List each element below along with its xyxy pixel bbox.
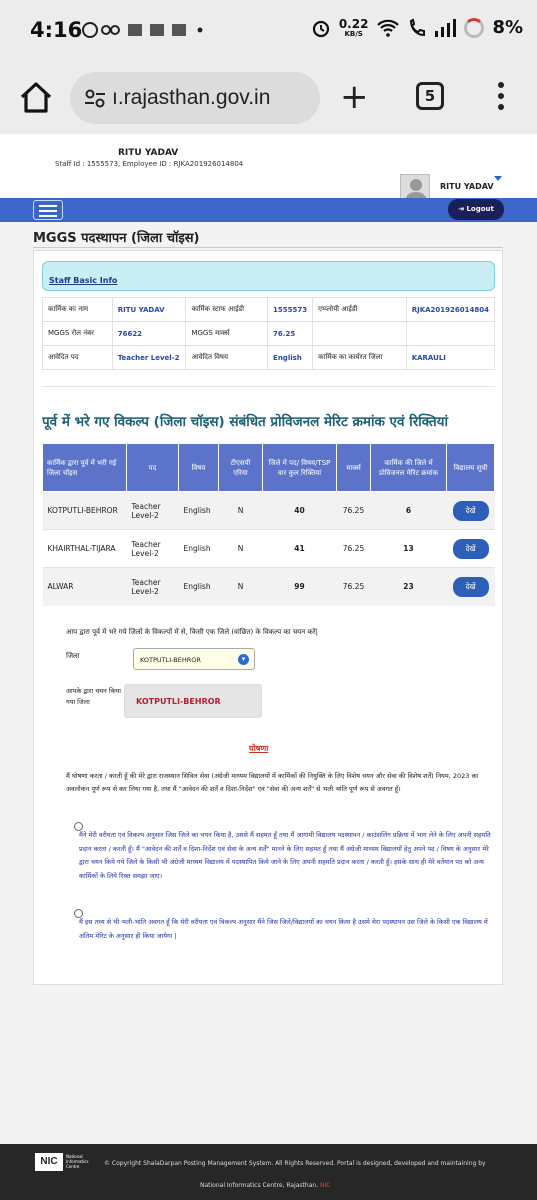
browser-toolbar — [0, 62, 537, 134]
url-text: ı.rajasthan.gov.in — [112, 86, 271, 109]
cell-marks: 76.25 — [337, 530, 371, 568]
cell-subject: English — [179, 492, 219, 530]
header-user-name: RITU YADAV — [118, 148, 179, 158]
info-row — [43, 346, 495, 370]
consent-option-1-text: मैंने मेरी वरीयता एवं विकल्प अनुसार जिस जिले का चयन किया है, उससे मैं सहमत हूँ तथा मैं आगामी विद्यालय पदस्थापन / काउंसलिंग प्रक्रिया में भाग लेने के लिए अपनी सहमति प्रदान करता / करती हूँ। मैं "आवेदन की शर्तें व दिशा-निर्देश एवं सेवा के अन्य शर्तें" मानने के लिए सहमत हूँ तथा मैं अंग्रेजी माध्यम विद्यालयों हेतु अपने पद / विषय के अनुसार मेरे द्वारा चयन किये गये जिले के किसी भी अंग्रेजी माध्यम विद्यालय में पदस्थापित किये जाने के लिए अपनी सहमति प्रदान करता / करती हूँ। इसके साथ ही मेरे वर्तमान पद को अन्य कार्मिकों के लिये रिक्त समझा जाए। — [79, 831, 491, 880]
info-value: Teacher Level-2 — [112, 346, 186, 370]
info-value: KARAULI — [406, 346, 494, 370]
status-right — [311, 17, 523, 38]
district-select[interactable] — [133, 648, 255, 670]
chevron-down-icon: ▾ — [238, 654, 249, 665]
merit-section-title: पूर्व में भरे गए विकल्प (जिला चॉइस) संबंधित प्रोविजनल मेरिट क्रमांक एवं रिक्तियां — [42, 414, 448, 430]
navbar — [0, 198, 537, 222]
declaration-text: मैं घोषणा करता / करती हूँ की मेरे द्वारा राजस्थान सिविल सेवा (अंग्रेजी माध्यम विद्यालयों में कार्मिकों की नियुक्ति के लिए विशेष चयन और सेवा की विशेष शर्तें) नियम, 2023 का अवलोकन पूर्ण रूप से कर लिया गया है, तथा मैं "आवेदन की शर्तें व दिशा-निर्देश" एवं "सेवा की अन्य शर्तें" से भली भांति पूर्ण रूप से अवगत हूँ। — [66, 772, 479, 793]
section-divider — [42, 386, 495, 387]
info-label: कार्मिक का नाम — [43, 298, 113, 322]
status-bar — [0, 0, 537, 62]
cell-marks: 76.25 — [337, 492, 371, 530]
logout-label: Logout — [466, 205, 494, 213]
info-label: कार्मिक स्टाफ आईडी — [186, 298, 268, 322]
chosen-district-value: KOTPUTLI-BEHROR — [136, 697, 221, 706]
profile-name[interactable]: RITU YADAV — [440, 182, 494, 191]
view-schools-button[interactable]: देखें — [453, 539, 489, 559]
column-header: कार्मिक की जिले में प्रोविजनल मेरिट क्रमांक — [371, 444, 447, 492]
new-tab-button[interactable]: + — [340, 77, 369, 117]
footer — [0, 1144, 537, 1200]
cell-vacancies: 99 — [263, 568, 337, 606]
info-label: एम्प्लोयी आईडी — [313, 298, 407, 322]
tab-switcher-button[interactable]: 5 — [416, 82, 444, 110]
info-value: 1555573 — [268, 298, 313, 322]
info-value: 76622 — [112, 322, 186, 346]
chosen-district-field — [124, 684, 262, 718]
info-label: आवेदित विषय — [186, 346, 268, 370]
cell-action — [447, 492, 495, 530]
nic-logo — [35, 1153, 97, 1171]
cell-post: Teacher Level-2 — [127, 492, 179, 530]
info-label: MGGS रोल नंबर — [43, 322, 113, 346]
nic-logo-line: National — [66, 1154, 83, 1159]
view-schools-button[interactable]: देखें — [453, 577, 489, 597]
user-avatar-icon — [401, 175, 430, 200]
nic-logo-line: Centre — [66, 1164, 80, 1169]
chosen-district-label: आपके द्वारा चयन किया गया जिला — [66, 687, 121, 706]
cell-tsp: N — [219, 492, 263, 530]
cell-post: Teacher Level-2 — [127, 530, 179, 568]
net-speed — [339, 18, 369, 38]
footer-copyright: © Copyright ShalaDarpan Posting Management System. All Rights Reserved. Portal is designed, developed and maintaining by — [104, 1160, 486, 1167]
consent-option-2-text: मैं इस तथ्य से भी भली-भांति अवगत हूँ कि मेरी वरीयता एवं विकल्प अनुसार मैंने जिस जिले/विद्यालयों का चयन किया है उसमे मेरा पदस्थापन उस जिले के किसी एक विद्यालय में अंतिम मेरिट के अनुसार ही किया जायेगा | — [79, 918, 488, 940]
net-speed-value: 0.22 — [338, 16, 369, 31]
info-label: कार्मिक का कार्यरत जिला — [313, 346, 407, 370]
battery-level: 8% — [492, 17, 523, 38]
info-label: आवेदित पद — [43, 346, 113, 370]
district-select-value: KOTPUTLI-BEHROR — [140, 656, 201, 664]
cell-action — [447, 530, 495, 568]
cell-vacancies: 40 — [263, 492, 337, 530]
header-user-ids: Staff Id : 1555573, Employee ID : RJKA201926014804 — [55, 160, 244, 168]
notification-icons — [82, 20, 210, 44]
cell-merit-no: 13 — [371, 530, 447, 568]
declaration-title: घोषणा — [249, 744, 269, 753]
info-value: RJKA201926014804 — [406, 298, 494, 322]
column-header: जिले में पद/ विषय/TSP वार कुल रिक्तियां — [263, 444, 337, 492]
table-row — [43, 530, 495, 568]
nic-logo-mark: NIC — [35, 1153, 63, 1171]
avatar[interactable] — [400, 174, 430, 200]
staff-info-header — [42, 261, 495, 291]
status-time: 4:16 — [30, 18, 83, 42]
footer-credit — [200, 1182, 330, 1189]
selection-instruction: आप द्वारा पूर्व में भरे गये जिलों के विकल्पों में से, किसी एक जिले (वांछित) के विकल्प का चयन करें| — [66, 628, 318, 636]
nic-logo-line: Informatics — [66, 1159, 89, 1164]
info-row — [43, 298, 495, 322]
info-value: 76.25 — [268, 322, 313, 346]
cell-tsp: N — [219, 568, 263, 606]
info-value: English — [268, 346, 313, 370]
view-schools-button[interactable]: देखें — [453, 501, 489, 521]
browser-menu-icon[interactable] — [496, 82, 506, 116]
profile-dropdown-icon[interactable] — [494, 176, 502, 181]
footer-credit-text: National Informatics Centre, Rajasthan. — [200, 1182, 319, 1189]
column-header: मार्क्स — [337, 444, 371, 492]
cell-action — [447, 568, 495, 606]
battery-icon — [464, 18, 484, 38]
home-icon[interactable] — [18, 80, 54, 116]
column-header: विद्यालय सूची — [447, 444, 495, 492]
cell-tsp: N — [219, 530, 263, 568]
info-value: RITU YADAV — [112, 298, 186, 322]
staff-info-table — [42, 297, 495, 370]
notification-app-icons — [82, 20, 210, 40]
staff-info-title: Staff Basic Info — [49, 276, 118, 285]
site-settings-icon[interactable] — [84, 87, 106, 109]
logout-icon: ⇥ — [458, 205, 467, 213]
cell-district: KHAIRTHAL-TIJARA — [43, 530, 127, 568]
table-row — [43, 492, 495, 530]
column-header: पद — [127, 444, 179, 492]
info-label — [313, 322, 407, 346]
column-header: कार्मिक द्वारा पूर्व में भरी गई जिला चॉइस — [43, 444, 127, 492]
cell-post: Teacher Level-2 — [127, 568, 179, 606]
district-label: जिला — [66, 652, 80, 660]
column-header: टीएसपी एरिया — [219, 444, 263, 492]
cell-district: ALWAR — [43, 568, 127, 606]
page-title: MGGS पदस्थापन (जिला चॉइस) — [33, 231, 200, 246]
logout-button[interactable] — [448, 199, 504, 220]
net-speed-unit: KB/S — [344, 29, 363, 38]
merit-table — [42, 443, 495, 606]
address-bar[interactable] — [70, 72, 320, 124]
wifi-icon — [376, 18, 400, 38]
merit-header-row — [43, 444, 495, 492]
cell-vacancies: 41 — [263, 530, 337, 568]
nic-logo-text — [66, 1154, 88, 1169]
cell-subject: English — [179, 568, 219, 606]
cell-marks: 76.25 — [337, 568, 371, 606]
alarm-icon — [311, 18, 331, 38]
page-title-bar — [33, 228, 503, 248]
info-row — [43, 322, 495, 346]
call-icon — [408, 18, 426, 38]
info-label: MGGS मार्क्स — [186, 322, 268, 346]
cell-merit-no: 6 — [371, 492, 447, 530]
cell-district: KOTPUTLI-BEHROR — [43, 492, 127, 530]
signal-icon — [434, 18, 456, 38]
cell-merit-no: 23 — [371, 568, 447, 606]
cell-subject: English — [179, 530, 219, 568]
column-header: विषय — [179, 444, 219, 492]
info-value — [406, 322, 494, 346]
hamburger-menu-icon[interactable] — [33, 200, 63, 220]
table-row — [43, 568, 495, 606]
footer-nic-link[interactable]: NIC — [320, 1182, 331, 1189]
